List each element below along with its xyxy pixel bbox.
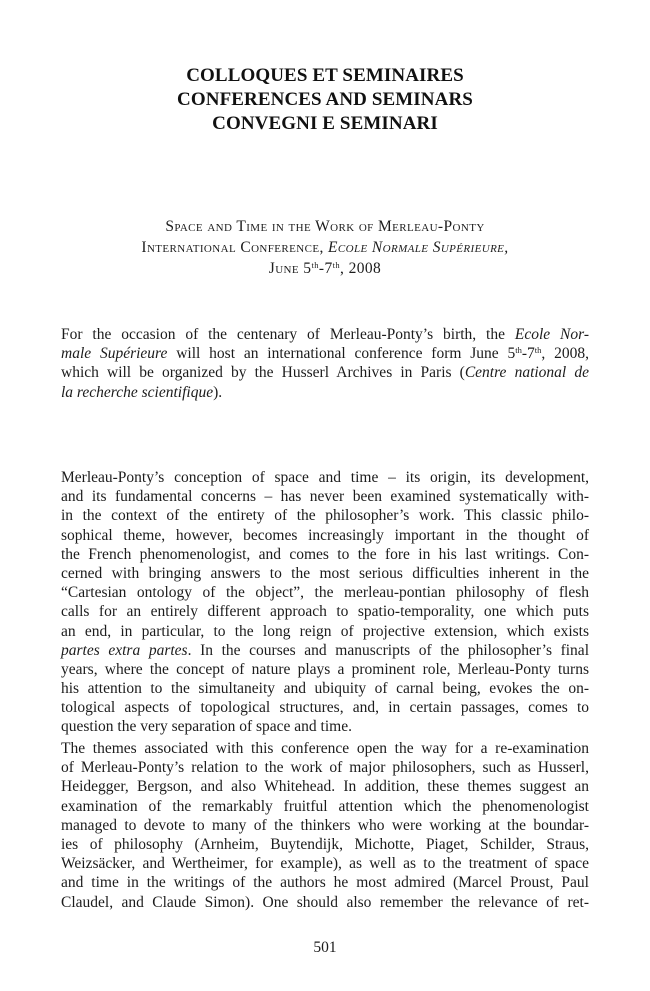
- text-line: the French phenomenologist, and comes to the fore in his last writings. Con-: [61, 545, 589, 563]
- body-paragraph: [61, 739, 589, 912]
- text-line: and time in the writings of the authors he most admired (Marcel Proust, Paul: [61, 874, 589, 892]
- text-line: la recherche scientifique).: [61, 383, 223, 401]
- text-line: Heidegger, Bergson, and also Whitehead. In addition, these themes suggest an: [61, 778, 589, 796]
- text-line: Weizsäcker, and Wertheimer, for example), as well as to the treatment of space: [61, 855, 589, 873]
- section-heading: [0, 64, 650, 136]
- text-line: an end, in particular, to the long reign of projective extension, which exists: [61, 622, 589, 640]
- text-line: years, where the concept of nature plays a prominent role, Merleau-Ponty turns: [61, 660, 589, 678]
- text-line: Merleau-Ponty’s conception of space and time – its origin, its development,: [61, 469, 589, 486]
- conference-title: Space and Time in the Work of Merleau-Ponty: [165, 218, 485, 235]
- conference-subtitle: International Conference, Ecole Normale Supérieure,: [141, 239, 509, 256]
- text-line: managed to devote to many of the thinkers who were working at the boundar-: [61, 816, 589, 834]
- text-line: For the occasion of the centenary of Merleau-Ponty’s birth, the Ecole Nor-: [61, 326, 589, 343]
- heading-french: COLLOQUES ET SEMINAIRES: [186, 65, 464, 86]
- intro-paragraph: [61, 325, 589, 402]
- text-line: question the very separation of space and time.: [61, 718, 352, 736]
- text-line: of Merleau-Ponty’s relation to the work of major philosophers, such as Husserl,: [61, 759, 589, 777]
- text-line: ies of philosophy (Arnheim, Buytendijk, Michotte, Piaget, Schilder, Straus,: [61, 835, 589, 853]
- text-line: sophical theme, however, becomes increasingly important in the thought of: [61, 526, 589, 544]
- text-line: which will be organized by the Husserl Archives in Paris (Centre national de: [61, 364, 589, 382]
- text-line: The themes associated with this conference open the way for a re-examination: [61, 740, 589, 757]
- text-line: partes extra partes. In the courses and manuscripts of the philosopher’s final: [61, 641, 589, 659]
- text-line: calls for an entirely different approach to spatio-temporality, one which puts: [61, 603, 589, 621]
- text-line: in the context of the entirety of the philosopher’s work. This classic philo-: [61, 507, 589, 525]
- conference-title-block: [0, 216, 650, 279]
- text-line: tological aspects of topological structures, and, in certain passages, comes to: [61, 699, 589, 717]
- conference-venue: Ecole Normale Supérieure,: [328, 239, 509, 256]
- text-line: male Supérieure will host an international conference form June 5th-7th, 2008,: [61, 345, 589, 363]
- heading-italian: CONVEGNI E SEMINARI: [212, 113, 438, 134]
- text-line: cerned with bringing answers to the most serious difficulties inherent in the: [61, 564, 589, 582]
- text-line: Claudel, and Claude Simon). One should also remember the relevance of ret-: [61, 893, 589, 911]
- heading-english: CONFERENCES AND SEMINARS: [177, 89, 473, 110]
- text-line: examination of the remarkably fruitful attention which the phenomenologist: [61, 797, 589, 815]
- page-number: 501: [313, 939, 337, 956]
- body-paragraph: [61, 468, 589, 737]
- text-line: “Cartesian ontology of the object”, the merleau-pontian philosophy of flesh: [61, 584, 589, 602]
- text-line: his attention to the simultaneity and ubiquity of carnal being, evokes the on-: [61, 680, 589, 698]
- conference-date: June 5th-7th, 2008: [268, 259, 382, 277]
- text-line: and its fundamental concerns – has never been examined systematically with-: [61, 488, 589, 506]
